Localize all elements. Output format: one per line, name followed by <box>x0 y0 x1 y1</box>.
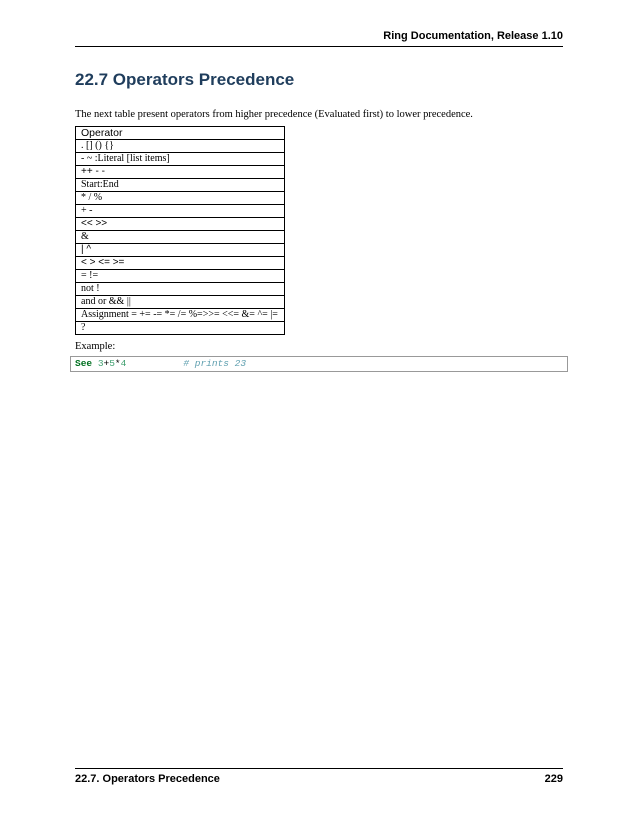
code-number: 4 <box>120 358 127 369</box>
table-cell: ? <box>76 322 285 335</box>
table-cell: and or && || <box>76 296 285 309</box>
table-cell: << >> <box>76 218 285 231</box>
table-cell: ++ - - <box>76 166 285 179</box>
table-cell: * / % <box>76 192 285 205</box>
section-title: 22.7 Operators Precedence <box>75 70 295 89</box>
table-cell: - ~ :Literal [list items] <box>76 153 285 166</box>
code-keyword: See <box>75 358 93 369</box>
page-footer <box>75 768 563 785</box>
page-number: 229 <box>544 773 563 785</box>
table-header-row <box>76 127 285 140</box>
operators-table <box>75 126 285 335</box>
table-cell: + - <box>76 205 285 218</box>
code-block <box>70 356 568 372</box>
table-cell: = != <box>76 270 285 283</box>
table-row <box>76 218 285 231</box>
table-cell: < > <= >= <box>76 257 285 270</box>
table-cell: . [] () {} <box>76 140 285 153</box>
table-row <box>76 231 285 244</box>
code-comment: # prints 23 <box>183 358 247 369</box>
running-header <box>75 30 563 47</box>
table-row <box>76 153 285 166</box>
code-number: 3 <box>97 358 104 369</box>
table-row <box>76 270 285 283</box>
table-row <box>76 296 285 309</box>
table-cell: & <box>76 231 285 244</box>
code-number: 5 <box>109 358 115 369</box>
running-header-text: Ring Documentation, Release 1.10 <box>383 30 563 42</box>
table-row <box>76 179 285 192</box>
table-row <box>76 205 285 218</box>
table-cell: Start:End <box>76 179 285 192</box>
table-row <box>76 166 285 179</box>
table-row <box>76 322 285 335</box>
table-row <box>76 244 285 257</box>
table-cell: not ! <box>76 283 285 296</box>
table-row <box>76 257 285 270</box>
footer-section-title: 22.7. Operators Precedence <box>75 773 220 785</box>
table-row <box>76 192 285 205</box>
code-operator: * <box>114 358 121 369</box>
table-cell: Assignment = += -= *= /= %=>>= <<= &= ^= |= <box>76 309 285 322</box>
table-row <box>76 283 285 296</box>
table-header-cell: Operator <box>76 127 285 140</box>
table-row <box>76 140 285 153</box>
code-operator: + <box>103 358 110 369</box>
intro-paragraph: The next table present operators from higher precedence (Evaluated first) to lower precedence. <box>75 109 473 120</box>
example-label: Example: <box>75 341 116 352</box>
table-row <box>76 309 285 322</box>
table-cell: | ^ <box>76 244 285 257</box>
